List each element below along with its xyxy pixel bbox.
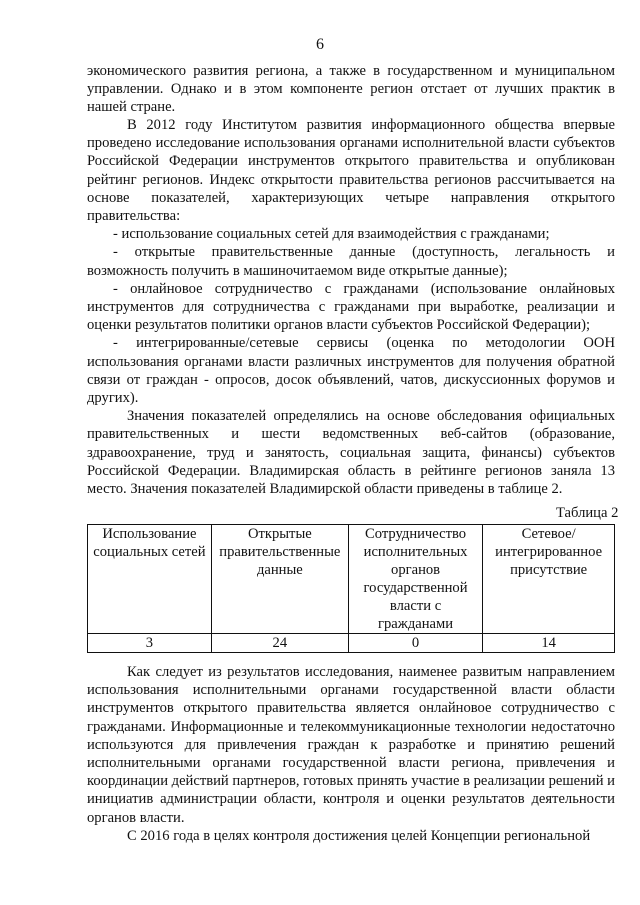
bullet-open-data: - открытые правительственные данные (доступность, легальность и возможность получить в машиночитаемом виде открытые данные);: [87, 244, 615, 279]
table-caption: Таблица 2: [556, 505, 619, 521]
table-row: [88, 634, 615, 653]
bullet-social-networks: - использование социальных сетей для взаимодействия с гражданами;: [113, 226, 550, 243]
text-block-top: [87, 62, 615, 117]
table-header-cell: Использование социальных сетей: [88, 525, 212, 634]
paragraph-results: Как следует из результатов исследования, наименее развитым направлением использования исполнительными органами государственной власти области инструментов открытого правительства является онлайновое сотрудничество с гражданами. Информационные и телекоммуникационные технологии недостаточно используются для привлечения граждан к разработке и принятию решений исполнительными органами государственной власти региона, привлечения и координации действий партнеров, готовых принять участие в реализации решений и инициатив администрации области, контроля и оценки результатов деятельности органов власти.: [87, 664, 615, 826]
paragraph-indicators: Значения показателей определялись на основе обследования официальных правительственных и шести ведомственных веб-сайтов (образование, здравоохранение, труд и занятость, социальная защита, финансы) субъектов Российской Федерации. Владимирская область в рейтинге регионов заняла 13 место. Значения показателей Владимирской области приведены в таблице 2.: [87, 408, 615, 498]
paragraph-study-intro: В 2012 году Институтом развития информационного общества впервые проведено исследование использования органами исполнительной власти субъектов Российской Федерации инструментов открытого правительства и опубликован рейтинг регионов. Индекс открытости правительства регионов рассчитывается на основе показателей, характеризующих четыре направления открытого правительства:: [87, 117, 615, 225]
indicators-table: [87, 524, 615, 653]
bullet-integrated-services: - интегрированные/сетевые сервисы (оценка по методологии ООН использования органами власти различных инструментов для получения обратной связи от граждан - опросов, досок объявлений, чатов, дискуссионных форумов и других).: [87, 335, 615, 407]
table-cell: 3: [88, 634, 212, 653]
paragraph-continuation: экономического развития региона, а также в государственном и муниципальном управлении. Однако и в этом компоненте регион отстает от лучших практик в нашей стране.: [87, 63, 615, 116]
text-block-bottom: [87, 663, 615, 845]
table-cell: 0: [348, 634, 482, 653]
table-header-cell: Открытые правительственные данные: [211, 525, 348, 634]
bullet-online-cooperation: - онлайновое сотрудничество с гражданами (использование онлайновых инструментов для сотрудничества с гражданами при выработке, реализации и оценки результатов политики органов власти субъектов Российской Федерации);: [87, 280, 615, 334]
table-cell: 24: [211, 634, 348, 653]
table-header-row: [88, 525, 615, 634]
page-number: 6: [316, 36, 324, 53]
table-cell: 14: [483, 634, 615, 653]
table-header-cell: Сетевое/ интегрированное присутствие: [483, 525, 615, 634]
text-block-middle: [87, 116, 615, 498]
paragraph-2016: С 2016 года в целях контроля достижения целей Концепции региональной: [127, 827, 591, 844]
table-header-cell: Сотрудничество исполнительных органов государственной власти с гражданами: [348, 525, 482, 634]
